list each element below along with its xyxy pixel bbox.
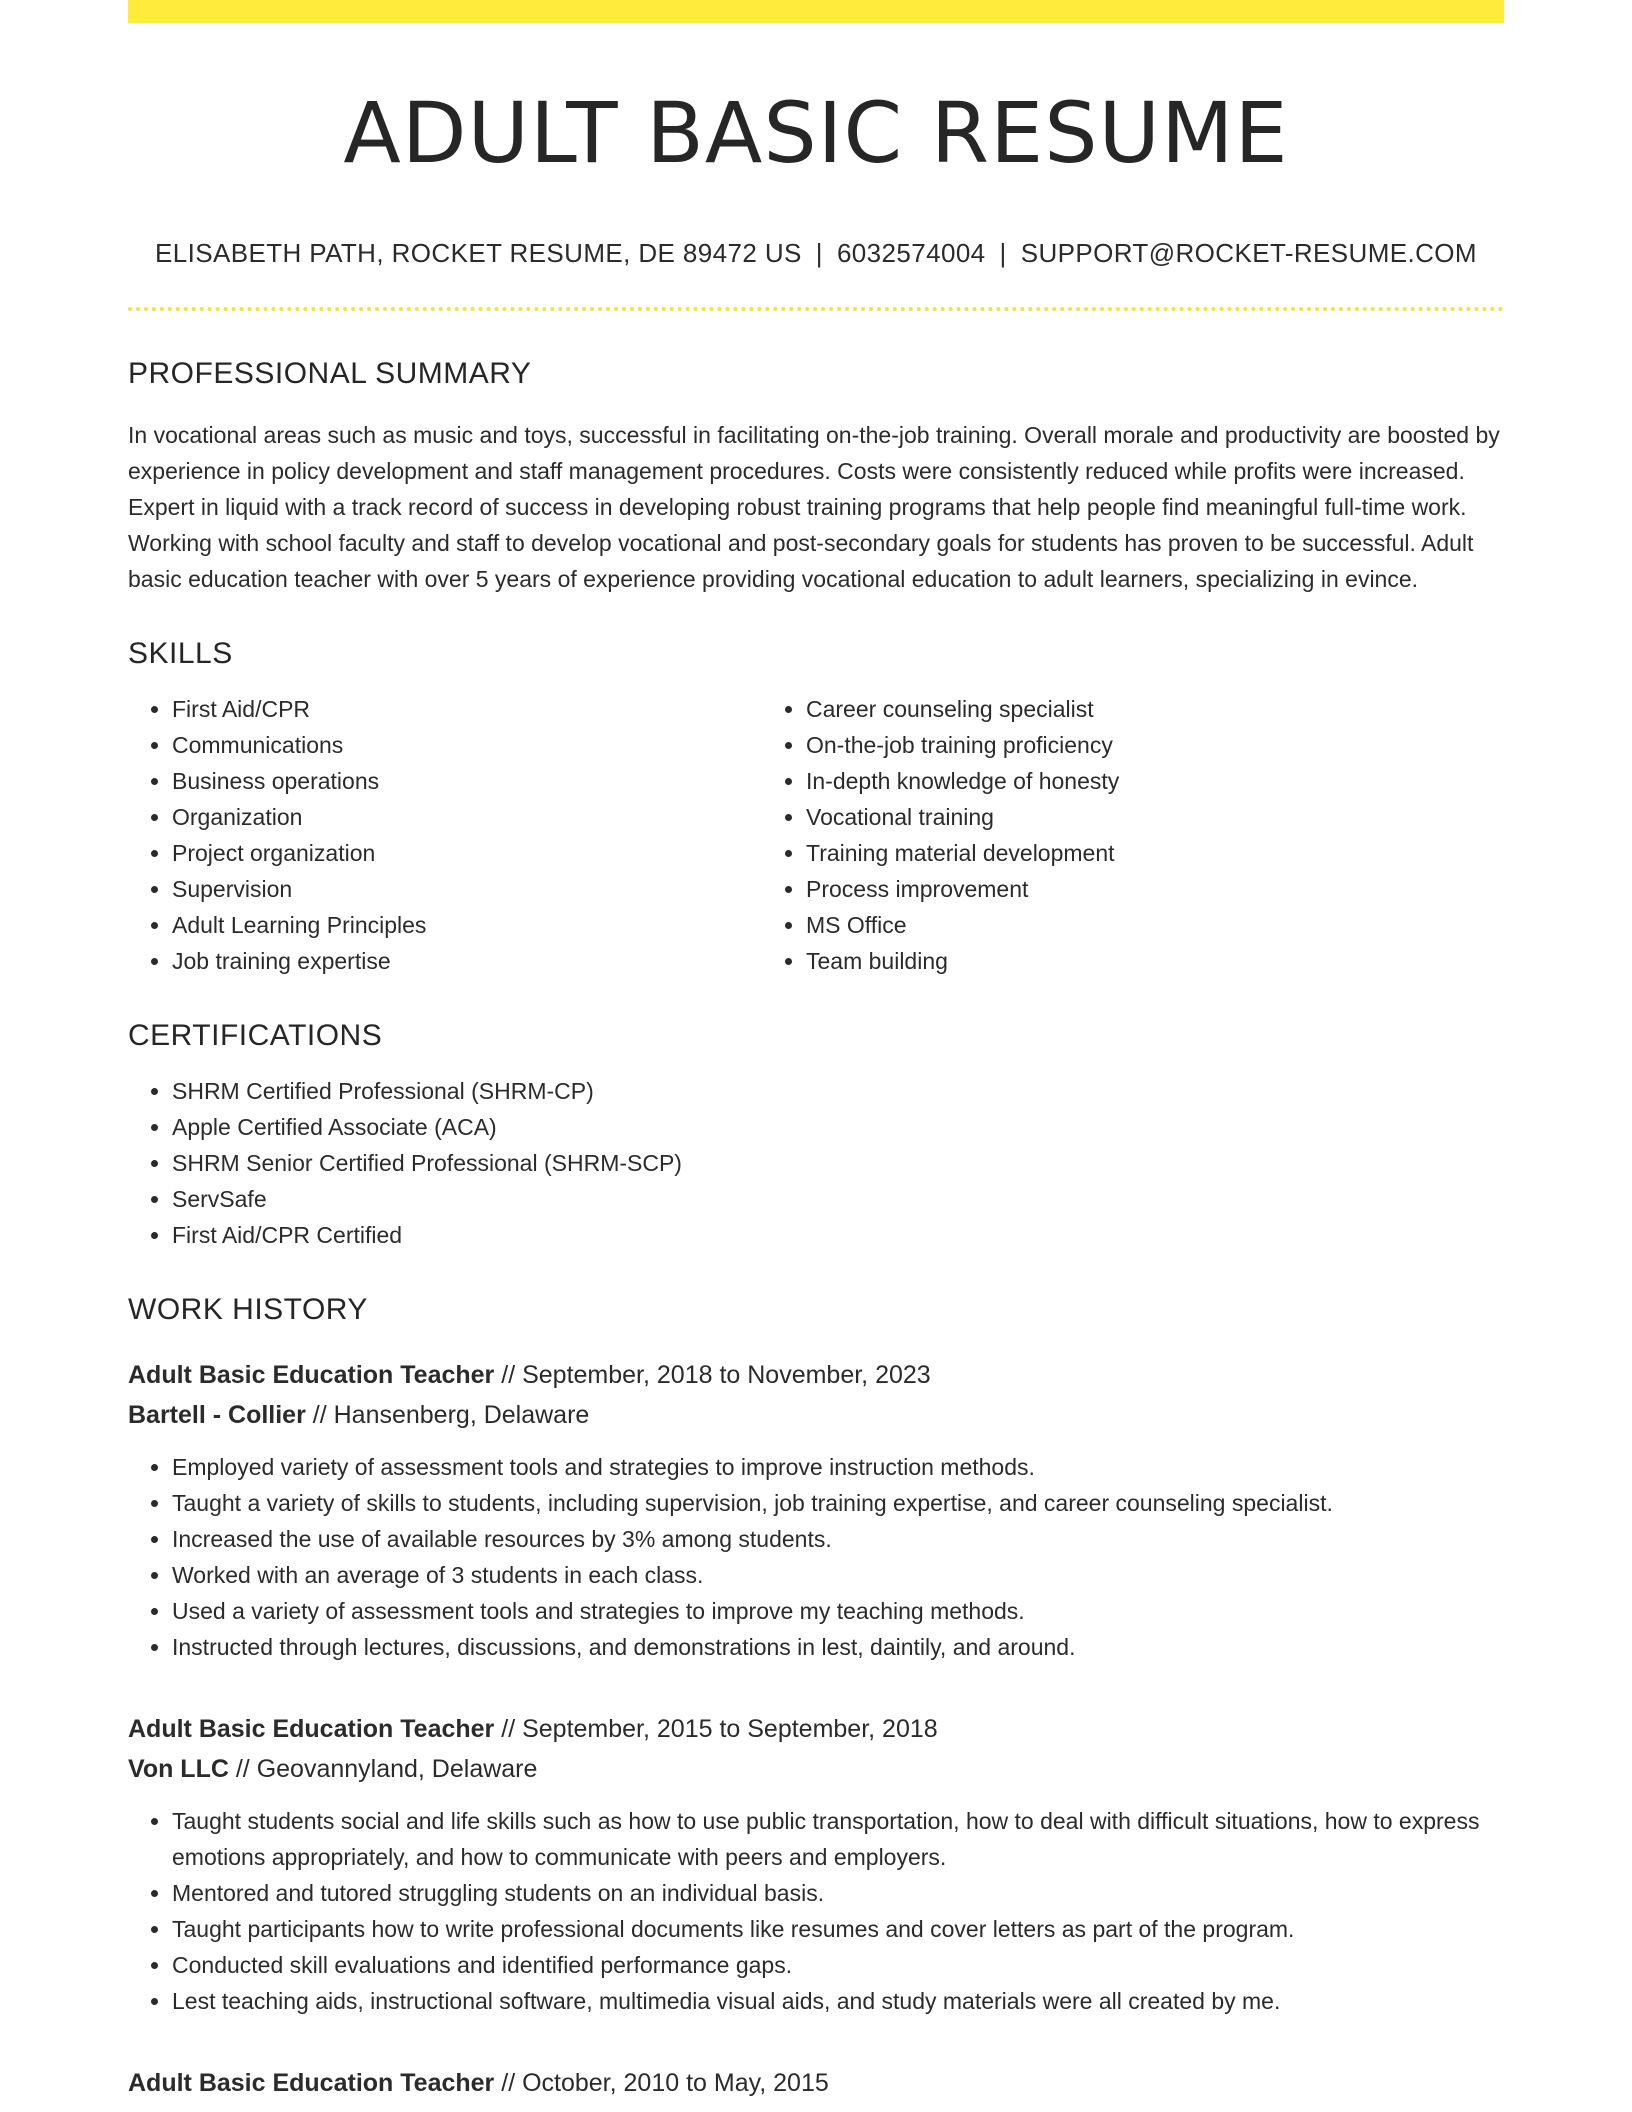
job-bullets	[128, 1449, 1504, 1665]
skills-section	[128, 637, 1504, 979]
job-entry	[128, 2063, 1504, 2103]
certification-item: • ServSafe	[172, 1181, 1504, 1217]
skill-item: • MS Office	[806, 907, 1396, 943]
skill-item: • On-the-job training proficiency	[806, 727, 1396, 763]
job-title: Adult Basic Education Teacher	[128, 1360, 495, 1389]
skill-item: • Team building	[806, 943, 1396, 979]
job-entry	[128, 1355, 1504, 1665]
skill-item: • Communications	[172, 727, 762, 763]
skills-list-left	[128, 691, 762, 979]
contact-address: ELISABETH PATH, ROCKET RESUME, DE 89472 US	[155, 237, 802, 268]
skill-item: • Training material development	[806, 835, 1396, 871]
certifications-heading: CERTIFICATIONS	[128, 1018, 383, 1052]
job-location: // Hansenberg, Delaware	[305, 1400, 590, 1429]
certification-item: • SHRM Senior Certified Professional (SHRM-SCP)	[172, 1145, 1504, 1181]
skill-item: • Supervision	[172, 871, 762, 907]
resume-page	[128, 0, 1504, 2103]
summary-text: In vocational areas such as music and toys, successful in facilitating on-the-job training. Overall morale and productivity are boosted by experience in policy development and staff management procedures. Costs were consistently reduced while profits were increased. Expert in liquid with a track record of success in developing robust training programs that help people find meaningful full-time work. Working with school faculty and staff to develop vocational and post-secondary goals for students has proven to be successful. Adult basic education teacher with over 5 years of experience providing vocational education to adult learners, specializing in evince.	[128, 421, 1500, 592]
job-bullet: • Used a variety of assessment tools and strategies to improve my teaching methods.	[172, 1593, 1504, 1629]
job-dates: // October, 2010 to May, 2015	[494, 2068, 829, 2097]
job-company-line	[128, 1395, 1504, 1435]
skill-item: • Organization	[172, 799, 762, 835]
skill-item: • Adult Learning Principles	[172, 907, 762, 943]
certifications-section	[128, 1019, 1504, 1253]
job-bullet: • Taught students social and life skills such as how to use public transportation, how to deal with difficult situations, how to express emotions appropriately, and how to communicate with peers and employers.	[172, 1803, 1504, 1875]
certification-item: • Apple Certified Associate (ACA)	[172, 1109, 1504, 1145]
job-title-line	[128, 2063, 1504, 2103]
job-bullet: • Taught a variety of skills to students, including supervision, job training expertise, and career counseling specialist.	[172, 1485, 1504, 1521]
job-location: // Geovannyland, Delaware	[228, 1754, 538, 1783]
job-bullet: • Instructed through lectures, discussions, and demonstrations in lest, daintily, and around.	[172, 1629, 1504, 1665]
certifications-list	[128, 1073, 1504, 1253]
resume-title: ADULT BASIC RESUME	[343, 84, 1289, 182]
job-bullet: • Mentored and tutored struggling students on an individual basis.	[172, 1875, 1504, 1911]
job-title: Adult Basic Education Teacher	[128, 2068, 495, 2097]
job-dates: // September, 2015 to September, 2018	[494, 1714, 938, 1743]
contact-phone: 6032574004	[836, 237, 986, 268]
job-bullet: • Taught participants how to write professional documents like resumes and cover letters as part of the program.	[172, 1911, 1504, 1947]
job-entry	[128, 1709, 1504, 2019]
contact-email[interactable]: SUPPORT@ROCKET-RESUME.COM	[1020, 237, 1477, 268]
skills-heading: SKILLS	[128, 636, 233, 670]
certification-item: • SHRM Certified Professional (SHRM-CP)	[172, 1073, 1504, 1109]
contact-separator: |	[999, 237, 1007, 268]
contact-separator: |	[815, 237, 823, 268]
summary-heading: PROFESSIONAL SUMMARY	[128, 356, 532, 390]
job-bullet: • Lest teaching aids, instructional software, multimedia visual aids, and study materials were all created by me.	[172, 1983, 1504, 2019]
job-bullet: • Conducted skill evaluations and identified performance gaps.	[172, 1947, 1504, 1983]
skill-item: • First Aid/CPR	[172, 691, 762, 727]
job-company-line	[128, 1749, 1504, 1789]
job-bullet: • Employed variety of assessment tools and strategies to improve instruction methods.	[172, 1449, 1504, 1485]
skill-item: • Vocational training	[806, 799, 1396, 835]
job-title-line	[128, 1709, 1504, 1749]
skill-item: • Career counseling specialist	[806, 691, 1396, 727]
skill-item: • In-depth knowledge of honesty	[806, 763, 1396, 799]
dotted-divider	[128, 307, 1504, 311]
job-title: Adult Basic Education Teacher	[128, 1714, 495, 1743]
job-dates: // September, 2018 to November, 2023	[494, 1360, 931, 1389]
skill-item: • Business operations	[172, 763, 762, 799]
work-history-heading: WORK HISTORY	[128, 1292, 368, 1326]
job-company: Bartell - Collier	[128, 1400, 306, 1429]
certification-item: • First Aid/CPR Certified	[172, 1217, 1504, 1253]
contact-line	[128, 238, 1504, 269]
job-bullet: • Increased the use of available resources by 3% among students.	[172, 1521, 1504, 1557]
accent-top-bar	[128, 0, 1504, 23]
work-history-section	[128, 1293, 1504, 2103]
job-company: Von LLC	[128, 1754, 229, 1783]
skills-grid	[128, 691, 1504, 979]
skill-item: • Job training expertise	[172, 943, 762, 979]
skills-list-right	[762, 691, 1396, 979]
skill-item: • Process improvement	[806, 871, 1396, 907]
job-title-line	[128, 1355, 1504, 1395]
skill-item: • Project organization	[172, 835, 762, 871]
job-bullet: • Worked with an average of 3 students in each class.	[172, 1557, 1504, 1593]
job-bullets	[128, 1803, 1504, 2019]
